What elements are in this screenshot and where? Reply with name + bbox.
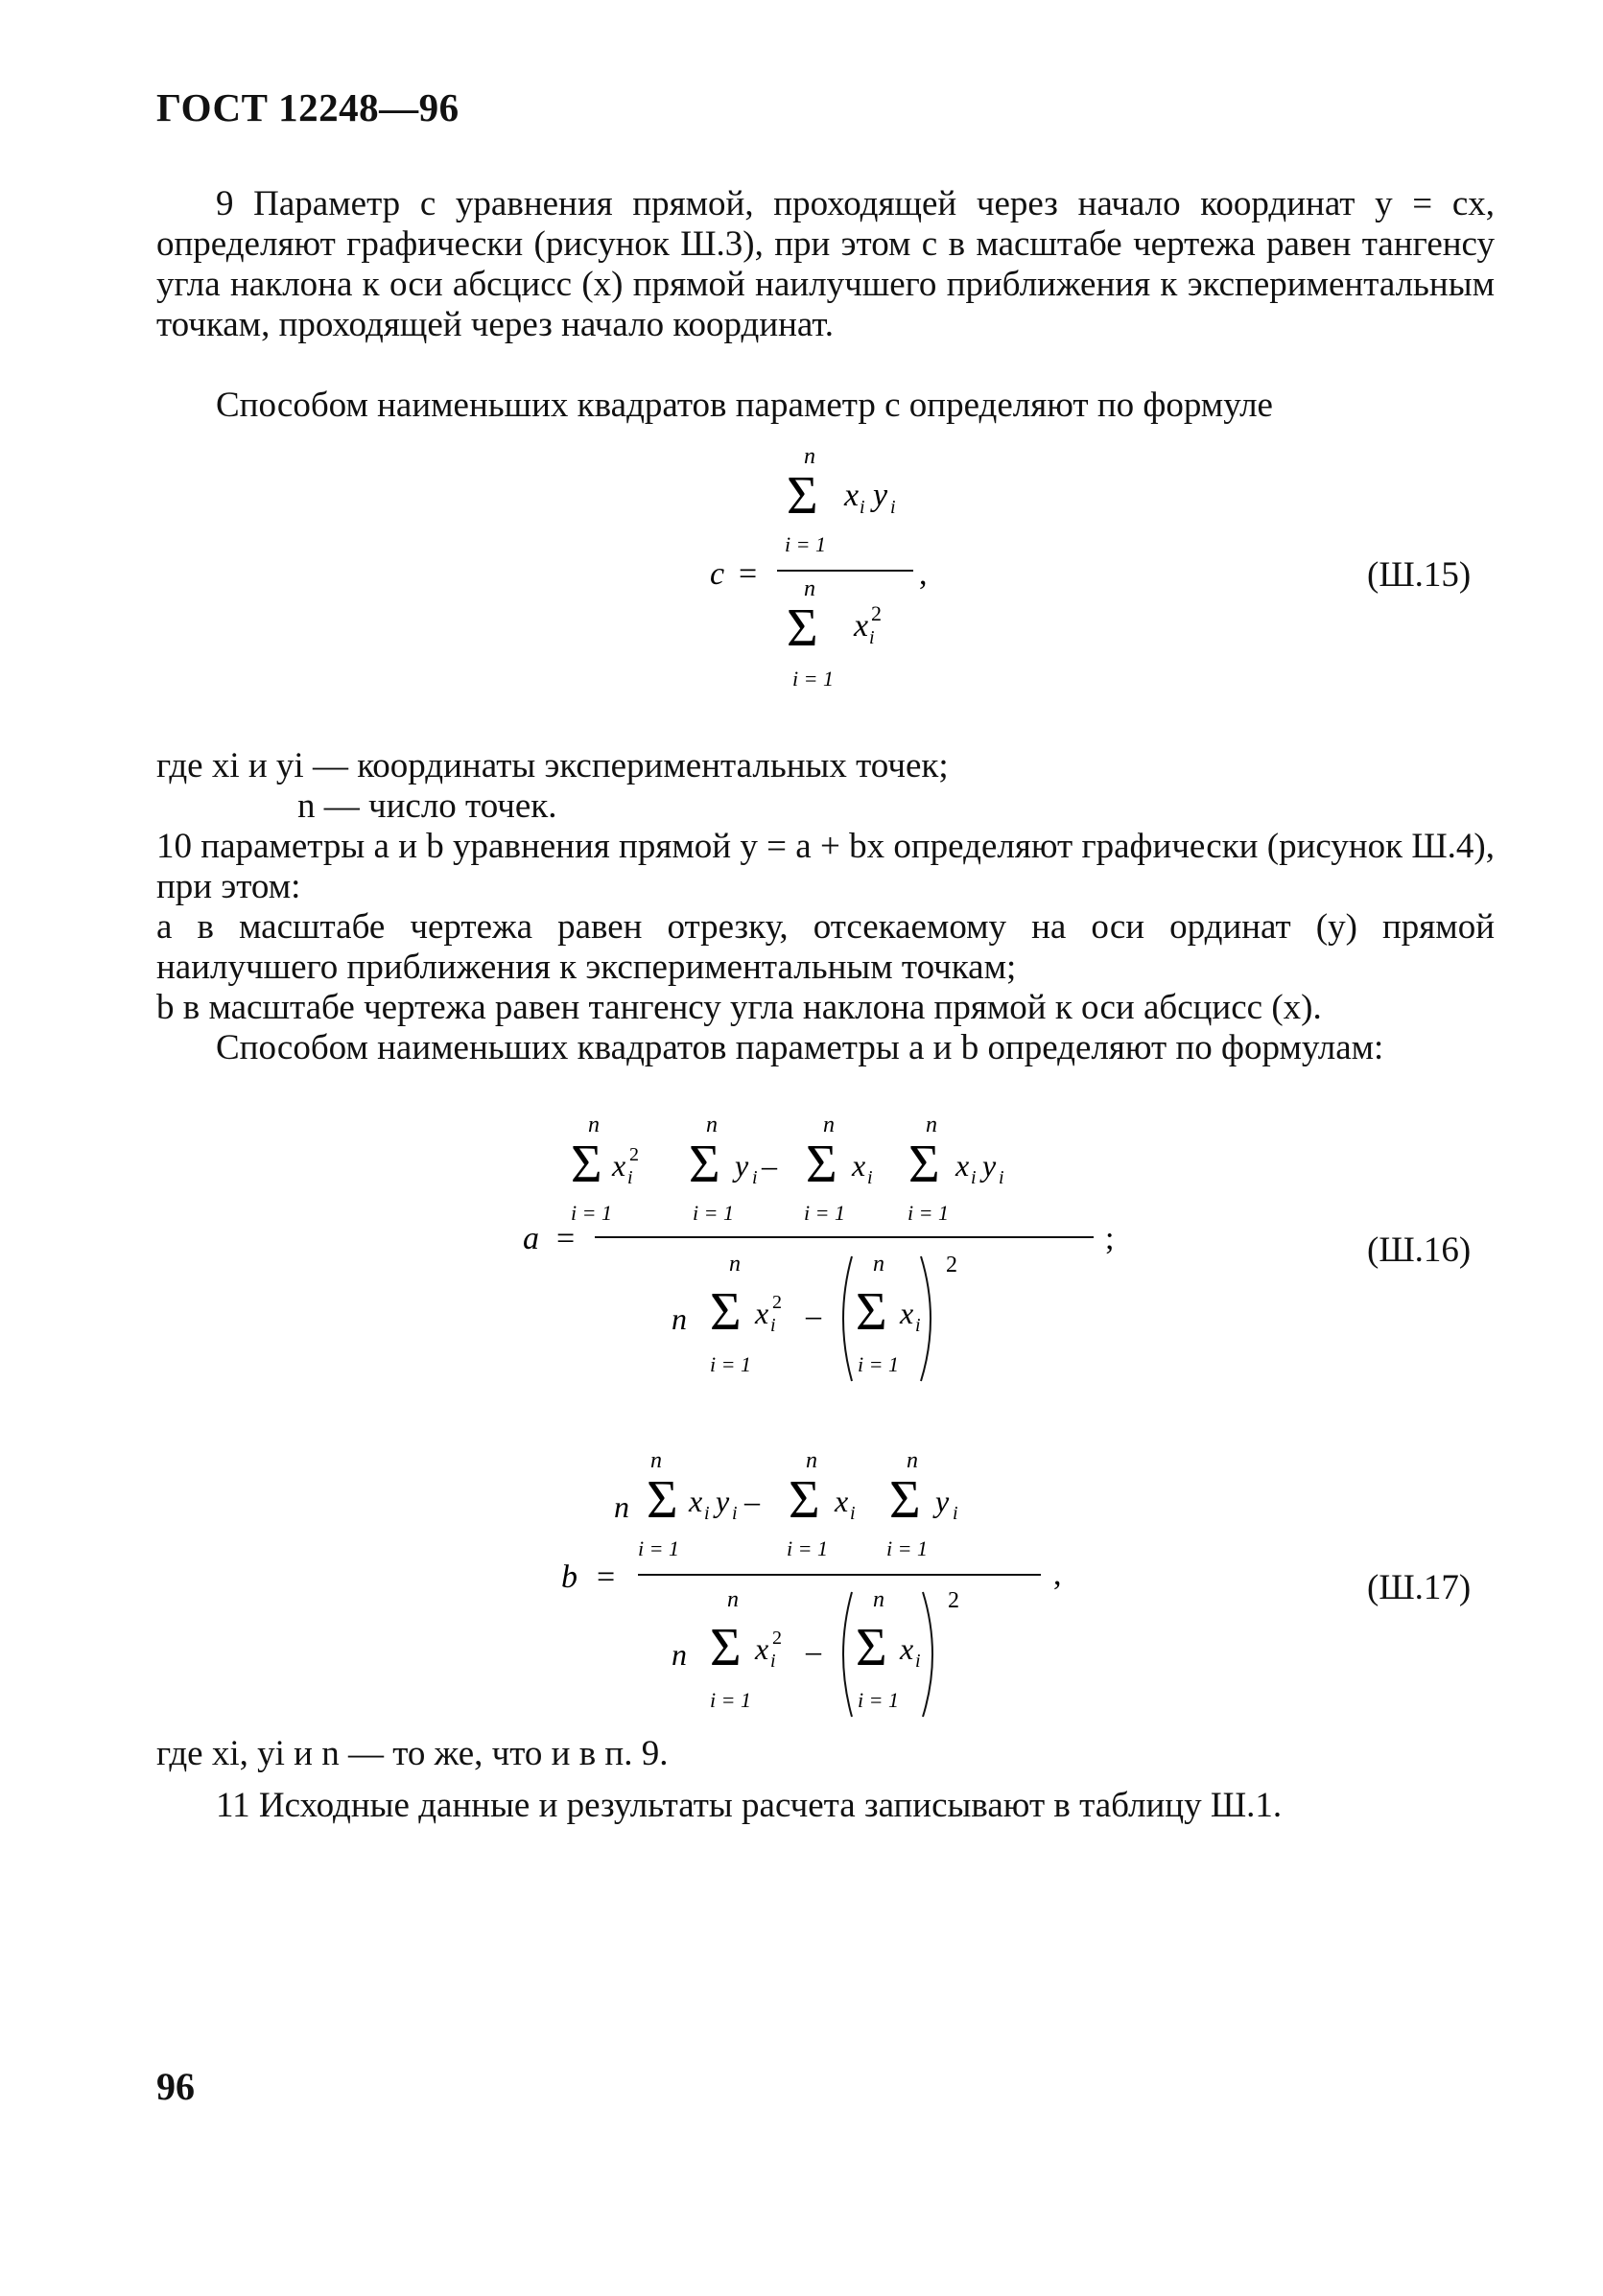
equation-number-15: (Ш.15) bbox=[1367, 555, 1472, 595]
page-number: 96 bbox=[156, 2065, 195, 2108]
svg-text:2: 2 bbox=[871, 601, 882, 625]
svg-text:i: i bbox=[867, 1167, 873, 1188]
paragraph-9-lsq-text: Способом наименьших квадратов параметр c определяют по формуле bbox=[216, 386, 1273, 425]
paragraph-9-text: 9 Параметр с уравнения прямой, проходящей через начало координат y = cx, определяют графически (рисунок Ш.3), при этом c в масштабе чертежа равен тангенсу угла наклона к оси абсцисс (x) прямой наилучшего приближения к экспериментальным точкам, проходящей через начало координат. bbox=[156, 184, 1495, 344]
svg-text:n: n bbox=[672, 1637, 687, 1672]
paragraph-9-lsq bbox=[156, 386, 1495, 426]
svg-text:i: i bbox=[732, 1503, 738, 1524]
paragraph-10-lsq bbox=[156, 1028, 1495, 1068]
svg-text:Σ: Σ bbox=[787, 466, 818, 526]
svg-text:i = 1: i = 1 bbox=[858, 1352, 899, 1376]
svg-text:i: i bbox=[770, 1315, 776, 1336]
svg-text:i: i bbox=[704, 1503, 710, 1524]
svg-text:Σ: Σ bbox=[710, 1282, 742, 1342]
svg-text:i = 1: i = 1 bbox=[710, 1352, 751, 1376]
where-line-1: где xi и yi — координаты экспериментальных точек; bbox=[156, 746, 949, 785]
svg-text:n: n bbox=[706, 1113, 718, 1137]
svg-text:Σ: Σ bbox=[789, 1470, 820, 1530]
svg-text:–: – bbox=[806, 1633, 821, 1668]
svg-text:i = 1: i = 1 bbox=[787, 1536, 828, 1560]
svg-text:i = 1: i = 1 bbox=[886, 1536, 928, 1560]
svg-text:x: x bbox=[835, 1484, 849, 1518]
svg-text:i: i bbox=[999, 1167, 1004, 1188]
svg-text:y: y bbox=[873, 478, 888, 513]
svg-text:i = 1: i = 1 bbox=[792, 667, 834, 691]
svg-text:i: i bbox=[971, 1167, 977, 1188]
svg-text:y: y bbox=[735, 1148, 749, 1183]
svg-text:=: = bbox=[597, 1559, 616, 1595]
svg-text:n: n bbox=[650, 1448, 662, 1473]
svg-text:i: i bbox=[627, 1167, 633, 1188]
where-line-2: n — число точек. bbox=[297, 786, 557, 826]
svg-text:–: – bbox=[744, 1484, 760, 1518]
svg-text:n: n bbox=[614, 1489, 629, 1524]
svg-text:y: y bbox=[982, 1148, 997, 1183]
equation-number-17: (Ш.17) bbox=[1367, 1568, 1472, 1607]
svg-text:n: n bbox=[926, 1113, 937, 1137]
svg-text:–: – bbox=[762, 1148, 777, 1183]
svg-text:x: x bbox=[689, 1484, 703, 1518]
document-header: ГОСТ 12248—96 bbox=[156, 85, 460, 129]
svg-text:n: n bbox=[672, 1301, 687, 1336]
svg-text:Σ: Σ bbox=[908, 1135, 940, 1194]
svg-text:i = 1: i = 1 bbox=[693, 1201, 734, 1225]
svg-text:,: , bbox=[919, 556, 928, 592]
svg-text:=: = bbox=[556, 1221, 576, 1256]
svg-text:Σ: Σ bbox=[571, 1135, 602, 1194]
svg-text:x: x bbox=[844, 478, 860, 513]
svg-text:Σ: Σ bbox=[689, 1135, 720, 1194]
svg-text:y: y bbox=[716, 1484, 730, 1518]
svg-text:i: i bbox=[860, 497, 865, 518]
svg-text:i = 1: i = 1 bbox=[785, 532, 826, 556]
svg-text:n: n bbox=[806, 1448, 817, 1473]
svg-text:Σ: Σ bbox=[889, 1470, 921, 1530]
svg-text:i: i bbox=[953, 1503, 958, 1524]
svg-text:n: n bbox=[588, 1113, 600, 1137]
paragraph-10-b-text: b в масштабе чертежа равен тангенсу угла наклона прямой к оси абсцисс (x). bbox=[156, 988, 1322, 1027]
svg-text:i: i bbox=[850, 1503, 856, 1524]
svg-text:n: n bbox=[729, 1252, 741, 1277]
paragraph-10-text: 10 параметры a и b уравнения прямой y = a + bx определяют графически (рисунок Ш.4), при этом: bbox=[156, 827, 1495, 906]
svg-text:Σ: Σ bbox=[806, 1135, 837, 1194]
svg-text:y: y bbox=[935, 1484, 950, 1518]
svg-text:;: ; bbox=[1105, 1221, 1115, 1256]
svg-text:i = 1: i = 1 bbox=[571, 1201, 612, 1225]
svg-text:=: = bbox=[739, 556, 758, 592]
svg-text:Σ: Σ bbox=[710, 1618, 742, 1677]
svg-text:2: 2 bbox=[946, 1253, 957, 1277]
svg-text:2: 2 bbox=[772, 1628, 782, 1649]
svg-text:Σ: Σ bbox=[856, 1618, 887, 1677]
svg-text:i = 1: i = 1 bbox=[710, 1688, 751, 1712]
paragraph-9 bbox=[156, 184, 1495, 345]
svg-text:,: , bbox=[1053, 1557, 1062, 1592]
paragraph-10-a bbox=[156, 907, 1495, 988]
equation-number-16: (Ш.16) bbox=[1367, 1230, 1472, 1270]
svg-text:i: i bbox=[915, 1651, 921, 1672]
svg-text:2: 2 bbox=[772, 1292, 782, 1313]
svg-text:i: i bbox=[915, 1315, 921, 1336]
svg-text:b: b bbox=[561, 1559, 578, 1595]
svg-text:2: 2 bbox=[948, 1588, 959, 1613]
svg-text:n: n bbox=[873, 1252, 884, 1277]
svg-text:i = 1: i = 1 bbox=[858, 1688, 899, 1712]
paragraph-10-b bbox=[156, 988, 1495, 1028]
svg-text:i: i bbox=[890, 497, 896, 518]
svg-text:x: x bbox=[854, 608, 869, 644]
svg-text:i: i bbox=[770, 1651, 776, 1672]
svg-text:i: i bbox=[752, 1167, 758, 1188]
svg-text:2: 2 bbox=[629, 1144, 639, 1165]
svg-text:x: x bbox=[900, 1296, 914, 1330]
svg-text:n: n bbox=[804, 444, 815, 469]
svg-text:n: n bbox=[823, 1113, 835, 1137]
svg-text:c: c bbox=[710, 556, 725, 592]
svg-text:x: x bbox=[612, 1148, 626, 1183]
paragraph-10-a-text: a в масштабе чертежа равен отрезку, отсекаемому на оси ординат (y) прямой наилучшего приближения к экспериментальным точкам; bbox=[156, 907, 1495, 987]
svg-text:Σ: Σ bbox=[856, 1282, 887, 1342]
svg-text:Σ: Σ bbox=[787, 598, 818, 658]
paragraph-11: 11 Исходные данные и результаты расчета записывают в таблицу Ш.1. bbox=[216, 1786, 1283, 1825]
paragraph-10-lsq-text: Способом наименьших квадратов параметры a и b определяют по формулам: bbox=[216, 1028, 1384, 1067]
svg-text:Σ: Σ bbox=[647, 1470, 678, 1530]
svg-text:x: x bbox=[900, 1631, 914, 1666]
formula-a bbox=[518, 1103, 1132, 1405]
svg-text:x: x bbox=[755, 1296, 769, 1330]
svg-text:x: x bbox=[852, 1148, 866, 1183]
svg-text:x: x bbox=[755, 1631, 769, 1666]
svg-text:i: i bbox=[869, 627, 875, 648]
svg-text:–: – bbox=[806, 1298, 821, 1332]
svg-text:i = 1: i = 1 bbox=[804, 1201, 845, 1225]
svg-text:n: n bbox=[804, 576, 815, 601]
svg-text:i = 1: i = 1 bbox=[908, 1201, 949, 1225]
svg-text:n: n bbox=[907, 1448, 918, 1473]
svg-text:n: n bbox=[873, 1587, 884, 1612]
paragraph-10 bbox=[156, 827, 1495, 907]
svg-text:x: x bbox=[955, 1148, 970, 1183]
svg-text:a: a bbox=[523, 1221, 539, 1256]
formula-b bbox=[547, 1439, 1122, 1741]
formula-c bbox=[691, 436, 940, 710]
svg-text:n: n bbox=[727, 1587, 739, 1612]
where-line-3: где xi, yi и n — то же, что и в п. 9. bbox=[156, 1734, 669, 1773]
svg-text:i = 1: i = 1 bbox=[638, 1536, 679, 1560]
